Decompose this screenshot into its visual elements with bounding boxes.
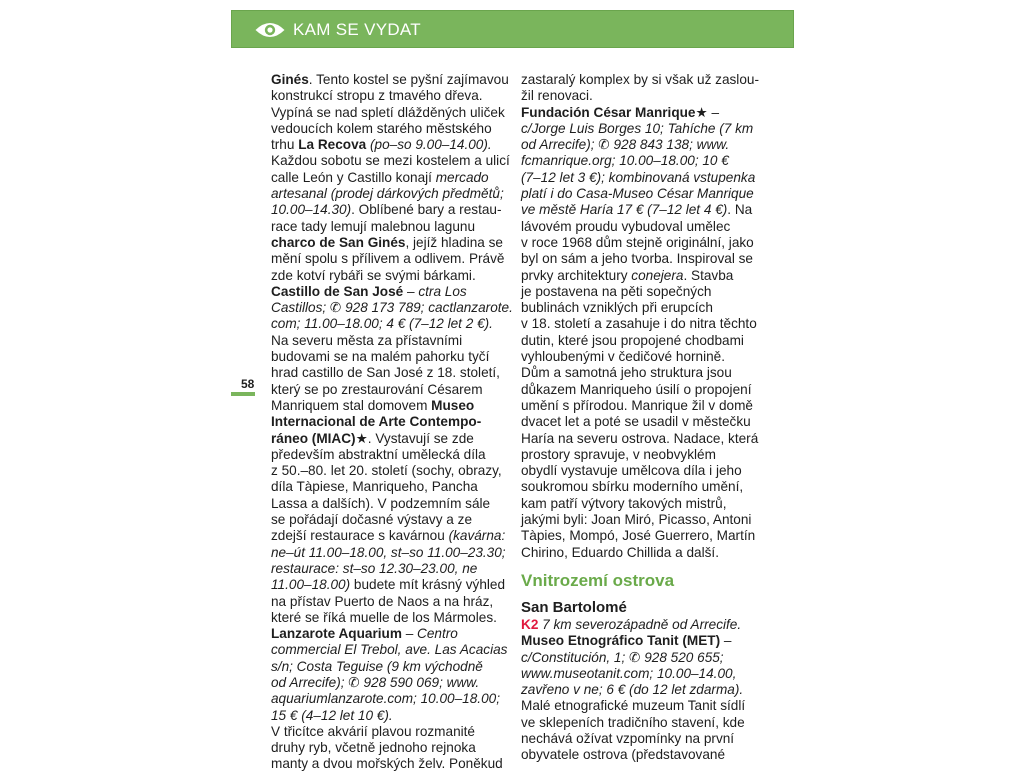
text-line bbox=[521, 617, 751, 633]
text-run: race tady lemují malebnou lagunu bbox=[271, 218, 476, 234]
text-run: důkazem Manriqueho úsilí o propojení bbox=[521, 381, 752, 397]
text-run: . Na bbox=[727, 202, 753, 218]
text-line bbox=[271, 691, 505, 707]
italic-text: ctra Los bbox=[418, 283, 467, 299]
text-line bbox=[521, 528, 756, 544]
italic-text: Castillos; ✆ 928 173 789; cactlanzarote. bbox=[271, 300, 513, 316]
italic-text: od Arrecife); ✆ 928 843 138; www. bbox=[521, 137, 730, 153]
text-run: Na severu města za přístavními bbox=[271, 332, 463, 348]
text-run: mění spolu s přílivem a odlivem. Právě bbox=[271, 251, 505, 267]
text-run: byl on sám a jeho tvorba. Inspiroval se bbox=[521, 251, 753, 267]
text-line bbox=[271, 431, 505, 447]
text-line bbox=[521, 153, 751, 169]
text-line bbox=[271, 496, 505, 512]
text-run: které se říká muelle de los Mármoles. bbox=[271, 609, 497, 625]
text-line bbox=[271, 300, 513, 316]
text-run: . Vystavují se zde bbox=[367, 430, 474, 446]
text-run: v 18. století a zasahuje i do nitra těchto bbox=[521, 316, 757, 332]
text-line bbox=[521, 349, 751, 365]
text-run: budovami se na malém pahorku tyčí bbox=[271, 349, 490, 365]
text-line bbox=[521, 300, 751, 316]
text-line bbox=[271, 398, 505, 414]
text-run: se pořádají dočasné výstavy a ze bbox=[271, 512, 472, 528]
text-run: obydlí vystavuje umělcova díla i jeho bbox=[521, 463, 742, 479]
italic-text: 15 € (4–12 let 10 €). bbox=[271, 707, 393, 723]
text-line bbox=[271, 561, 505, 577]
text-run: Vypíná se nad spletí dlážděných uliček bbox=[271, 104, 505, 120]
text-line bbox=[521, 72, 759, 88]
text-line bbox=[271, 479, 505, 495]
text-column-right bbox=[521, 72, 759, 764]
text-run: hrad castillo de San José z 18. století, bbox=[271, 365, 500, 381]
text-line bbox=[271, 186, 505, 202]
text-line bbox=[521, 479, 751, 495]
text-line bbox=[521, 382, 751, 398]
text-line bbox=[271, 594, 505, 610]
text-run: jakými byli: Joan Miró, Picasso, Antoni bbox=[521, 512, 752, 528]
italic-text: restaurace: st–so 12.30–23.00, ne bbox=[271, 560, 478, 576]
text-line bbox=[271, 284, 505, 300]
text-run: Každou sobotu se mezi kostelem a ulicí bbox=[271, 153, 510, 169]
italic-text: conejera bbox=[631, 267, 684, 283]
italic-text: (kavárna: bbox=[448, 528, 506, 544]
text-run: druhy ryb, včetně jednoho rejnoka bbox=[271, 740, 476, 756]
text-line bbox=[521, 512, 751, 528]
text-line bbox=[521, 333, 751, 349]
text-line bbox=[271, 349, 505, 365]
text-line bbox=[521, 666, 751, 682]
text-line bbox=[271, 724, 505, 740]
bold-term: Museo Etnográfico Tanit (MET) bbox=[521, 633, 721, 649]
text-line bbox=[271, 219, 505, 235]
text-run: dutin, které jsou propojené chodbami bbox=[521, 332, 744, 348]
text-line bbox=[271, 88, 505, 104]
section-spacer bbox=[521, 561, 751, 570]
text-line bbox=[271, 121, 505, 137]
italic-text: 10.00–14.30) bbox=[271, 202, 352, 218]
page-number: 58 bbox=[241, 377, 255, 391]
text-line bbox=[271, 251, 505, 267]
text-run: – bbox=[707, 104, 720, 120]
italic-text: fcmanrique.org; 10.00–18.00; 10 € bbox=[521, 153, 729, 169]
text-line bbox=[521, 284, 751, 300]
text-line bbox=[521, 633, 751, 649]
section-header-bar bbox=[231, 10, 794, 48]
bold-term: Fundación César Manrique★ bbox=[521, 104, 708, 120]
text-line bbox=[271, 463, 505, 479]
text-line bbox=[521, 747, 751, 763]
text-run: – bbox=[401, 626, 418, 642]
text-run: konstrukcí stropu z tmavého dřeva. bbox=[271, 88, 483, 104]
text-line bbox=[521, 88, 751, 104]
text-run: bublinách vzniklých při erupcích bbox=[521, 300, 713, 316]
text-line bbox=[521, 430, 759, 447]
text-line bbox=[271, 382, 505, 398]
italic-text: Centro bbox=[417, 626, 458, 642]
text-line bbox=[521, 398, 751, 414]
text-line bbox=[271, 137, 505, 153]
text-run: Malé etnografické muzeum Tanit sídlí bbox=[521, 698, 746, 714]
text-line bbox=[521, 219, 751, 235]
text-line bbox=[271, 447, 505, 463]
text-line bbox=[521, 120, 754, 137]
text-column-left bbox=[271, 72, 513, 773]
text-line bbox=[271, 202, 505, 218]
text-run: soukromou sbírku moderního umění, bbox=[521, 479, 744, 495]
text-line bbox=[521, 731, 751, 747]
text-line bbox=[271, 333, 505, 349]
text-line bbox=[521, 715, 751, 731]
text-line bbox=[271, 659, 505, 675]
text-run: V třicítce akvárií plavou rozmanité bbox=[271, 723, 475, 739]
italic-text: commercial El Trebol, ave. Las Acacias bbox=[271, 642, 508, 658]
text-line bbox=[521, 365, 751, 381]
bold-term: Internacional de Arte Contempo- bbox=[271, 414, 482, 430]
text-line bbox=[521, 268, 751, 284]
italic-text: s/n; Costa Teguise (9 km východně bbox=[271, 658, 483, 674]
text-run: budete mít krásný výhled bbox=[350, 577, 506, 593]
text-run: umění s přírodou. Manrique žil v domě bbox=[521, 397, 753, 413]
italic-text: ve městě Haría 17 € (7–12 let 4 €) bbox=[521, 202, 728, 218]
text-run: díla Tàpiese, Manriqueho, Pancha bbox=[271, 479, 478, 495]
text-run: Tàpies, Mompó, José Guerrero, Martín bbox=[521, 528, 756, 544]
italic-text: www.museotanit.com; 10.00–14.00, bbox=[521, 665, 737, 681]
text-line bbox=[271, 708, 505, 724]
text-line bbox=[271, 740, 505, 756]
text-line bbox=[521, 698, 751, 714]
text-run: trhu bbox=[271, 137, 299, 153]
text-run: který se po zrestaurování Césarem bbox=[271, 381, 483, 397]
italic-text: od Arrecife); ✆ 928 590 069; www. bbox=[271, 674, 480, 690]
text-line bbox=[271, 577, 505, 593]
text-line bbox=[521, 463, 751, 479]
text-line bbox=[521, 682, 751, 698]
bold-term: Ginés bbox=[271, 72, 309, 87]
italic-text: ne–út 11.00–18.00, st–so 11.00–23.30; bbox=[271, 544, 506, 560]
text-line bbox=[271, 105, 505, 121]
text-line bbox=[271, 153, 510, 169]
text-line bbox=[521, 447, 751, 463]
text-run: – bbox=[720, 633, 732, 649]
text-run: Dům a samotná jeho struktura jsou bbox=[521, 365, 732, 381]
eye-icon bbox=[254, 21, 286, 39]
text-run: dvacet let a poté se usadil v městečku bbox=[521, 414, 751, 430]
region-heading: Vnitrozemí ostrova bbox=[521, 570, 675, 590]
town-heading: San Bartolomé bbox=[521, 598, 627, 616]
italic-text: 7 km severozápadně od Arrecife. bbox=[538, 616, 742, 632]
text-line bbox=[271, 545, 505, 561]
text-run: Lassa a dalších). V podzemním sále bbox=[271, 495, 491, 511]
text-line bbox=[271, 170, 505, 186]
text-run: obyvatele ostrova (představované bbox=[521, 747, 726, 763]
text-run: v roce 1968 dům stejně originální, jako bbox=[521, 234, 754, 250]
text-run: vyhloubenými v čedičové hornině. bbox=[521, 349, 726, 365]
text-run: zde kotví rybáři se svými bárkami. bbox=[271, 267, 476, 283]
italic-text: 11.00–18.00) bbox=[271, 577, 351, 593]
text-run: Haría na severu ostrova. Nadace, která bbox=[521, 430, 759, 446]
text-run: zdejší restaurace s kavárnou bbox=[271, 528, 449, 544]
text-line bbox=[521, 234, 754, 251]
text-run: . Oblíbené bary a restau- bbox=[351, 202, 502, 218]
italic-text: platí i do Casa-Museo César Manrique bbox=[521, 186, 754, 202]
bold-term: ráneo (MIAC)★ bbox=[271, 430, 368, 446]
text-block-fundacion bbox=[521, 72, 759, 561]
text-line bbox=[521, 202, 751, 218]
text-line bbox=[271, 414, 505, 430]
text-run: nechává ožívat vzpomínky na první bbox=[521, 730, 735, 746]
text-line bbox=[521, 316, 757, 332]
section-title: KAM SE VYDAT bbox=[293, 20, 421, 39]
italic-text: com; 11.00–18.00; 4 € (7–12 let 2 €). bbox=[271, 316, 493, 332]
bold-term: La Recova bbox=[298, 137, 367, 153]
text-run: Manriquem stal domovem bbox=[271, 397, 432, 413]
text-line bbox=[271, 316, 505, 332]
text-line bbox=[271, 72, 509, 88]
text-line bbox=[271, 626, 505, 642]
text-line bbox=[271, 528, 505, 544]
bold-term: Castillo de San José bbox=[271, 283, 404, 299]
text-run: calle León y Castillo konají bbox=[271, 169, 436, 185]
italic-text: (po–so 9.00–14.00). bbox=[366, 137, 492, 153]
text-run: prvky architektury bbox=[521, 267, 632, 283]
text-line bbox=[521, 169, 756, 186]
text-line bbox=[521, 186, 754, 202]
text-run: vedoucích kolem starého městského bbox=[271, 120, 492, 136]
text-block-san-bartolome bbox=[521, 617, 751, 764]
italic-text: mercado bbox=[435, 169, 489, 185]
italic-text: c/Constitución, 1; ✆ 928 520 655; bbox=[521, 649, 724, 665]
text-run: žil renovaci. bbox=[521, 88, 593, 104]
text-line bbox=[521, 137, 751, 153]
text-line bbox=[271, 756, 505, 772]
text-line bbox=[521, 545, 751, 561]
bold-term: Lanzarote Aquarium bbox=[271, 626, 402, 642]
text-run: prostory spravuje, v neobvyklém bbox=[521, 446, 716, 462]
italic-text: c/Jorge Luis Borges 10; Tahíche (7 km bbox=[521, 120, 754, 136]
text-line bbox=[521, 496, 751, 512]
text-run: je postavena na pěti sopečných bbox=[521, 283, 712, 299]
text-run: kam patří výtvory takových mistrů, bbox=[521, 495, 727, 511]
text-run: především abstraktní umělecká díla bbox=[271, 446, 486, 462]
text-run: zastaralý komplex by si však už zaslou- bbox=[521, 72, 759, 87]
text-line bbox=[271, 675, 505, 691]
text-line bbox=[271, 365, 505, 381]
text-line bbox=[521, 414, 751, 430]
text-line bbox=[521, 251, 751, 267]
bold-term: charco de San Ginés bbox=[271, 234, 406, 250]
italic-text: zavřeno v ne; 6 € (do 12 let zdarma). bbox=[521, 682, 744, 698]
page-marker-bar bbox=[231, 392, 255, 396]
text-run: Chirino, Eduardo Chillida a další. bbox=[521, 544, 719, 560]
text-line bbox=[521, 650, 751, 666]
text-line bbox=[521, 105, 751, 121]
map-reference: K2 bbox=[521, 616, 539, 632]
text-run: , jejíž hladina se bbox=[405, 234, 503, 250]
text-run: z 50.–80. let 20. století (sochy, obrazy, bbox=[271, 463, 502, 479]
text-run: . Tento kostel se pyšní zajímavou bbox=[308, 72, 509, 87]
text-line bbox=[271, 512, 505, 528]
italic-text: artesanal (prodej dárkových předmětů; bbox=[271, 186, 504, 202]
italic-text: aquariumlanzarote.com; 10.00–18.00; bbox=[271, 691, 500, 707]
text-run: na přístav Puerto de Naos a na hráz, bbox=[271, 593, 494, 609]
text-line bbox=[271, 642, 508, 658]
text-line bbox=[271, 268, 505, 284]
text-run: . Stavba bbox=[683, 267, 734, 283]
text-run: lávovém proudu vybudoval umělec bbox=[521, 218, 731, 234]
italic-text: (7–12 let 3 €); kombinovaná vstupenka bbox=[521, 169, 756, 185]
text-run: ve sklepeních tradičního stavení, kde bbox=[521, 714, 745, 730]
text-run: manty a dvou mořských želv. Poněkud bbox=[271, 756, 503, 772]
text-line bbox=[271, 235, 505, 251]
text-run: – bbox=[403, 283, 419, 299]
text-line bbox=[271, 610, 505, 626]
bold-term: Museo bbox=[431, 397, 475, 413]
